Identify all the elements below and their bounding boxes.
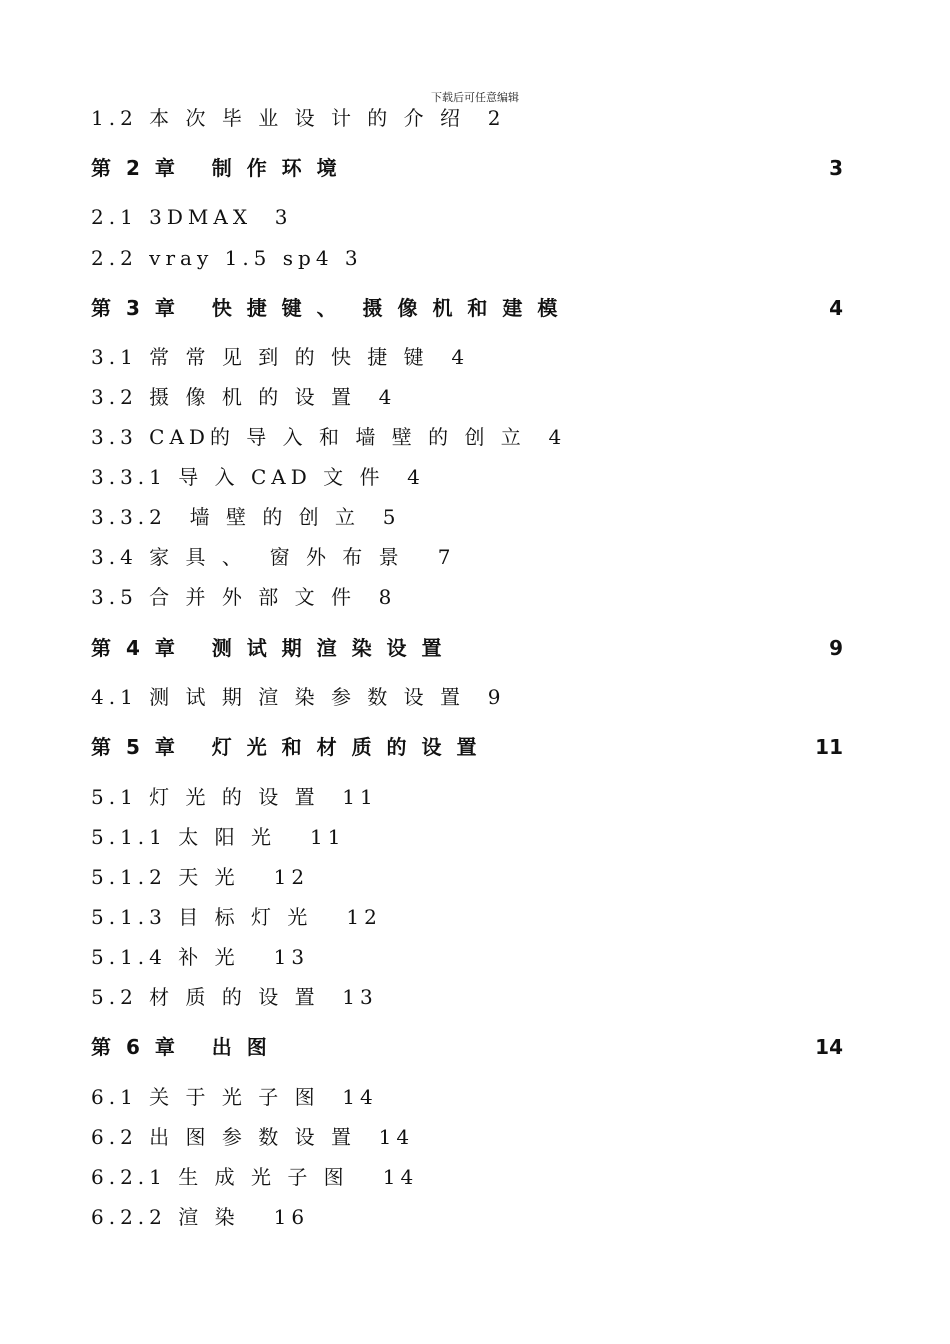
chapter-page-number: 11 [815, 735, 843, 759]
toc-entry-3-3-1[interactable]: 3.3.1 导 入 CAD 文 件 4 [91, 465, 425, 489]
toc-entry-2-2[interactable]: 2.2 vray 1.5 sp4 3 [91, 246, 363, 270]
toc-chapter-4[interactable] [91, 635, 843, 661]
chapter-title: 第 4 章 测 试 期 渲 染 设 置 [91, 636, 446, 660]
toc-entry-2-1[interactable]: 2.1 3DMAX 3 [91, 205, 293, 229]
toc-entry-3-3[interactable]: 3.3 CAD的 导 入 和 墙 壁 的 创 立 4 [91, 425, 567, 449]
toc-chapter-3[interactable] [91, 295, 843, 321]
chapter-title: 第 6 章 出 图 [91, 1035, 271, 1059]
toc-chapter-6[interactable] [91, 1034, 843, 1060]
chapter-title: 第 2 章 制 作 环 境 [91, 156, 341, 180]
chapter-title: 第 3 章 快 捷 键 、 摄 像 机 和 建 模 [91, 296, 562, 320]
toc-entry-3-5[interactable]: 3.5 合 并 外 部 文 件 8 [91, 585, 397, 609]
toc-entry-6-2-1[interactable]: 6.2.1 生 成 光 子 图 14 [91, 1165, 419, 1189]
toc-entry-3-4[interactable]: 3.4 家 具 、 窗 外 布 景 7 [91, 545, 456, 569]
toc-chapter-2[interactable] [91, 155, 843, 181]
toc-entry-5-1-1[interactable]: 5.1.1 太 阳 光 11 [91, 825, 346, 849]
toc-entry-3-3-2[interactable]: 3.3.2 墙 壁 的 创 立 5 [91, 505, 401, 529]
chapter-page-number: 9 [829, 636, 843, 660]
toc-chapter-5[interactable] [91, 734, 843, 760]
toc-entry-6-2[interactable]: 6.2 出 图 参 数 设 置 14 [91, 1125, 415, 1149]
download-note: 下载后可任意编辑 [431, 91, 519, 104]
toc-entry-5-1-3[interactable]: 5.1.3 目 标 灯 光 12 [91, 905, 382, 929]
chapter-page-number: 4 [829, 296, 843, 320]
toc-entry-5-1[interactable]: 5.1 灯 光 的 设 置 11 [91, 785, 378, 809]
toc-entry-3-2[interactable]: 3.2 摄 像 机 的 设 置 4 [91, 385, 397, 409]
toc-entry-5-1-4[interactable]: 5.1.4 补 光 13 [91, 945, 310, 969]
toc-entry-5-1-2[interactable]: 5.1.2 天 光 12 [91, 865, 310, 889]
toc-entry-3-1[interactable]: 3.1 常 常 见 到 的 快 捷 键 4 [91, 345, 470, 369]
toc-entry-4-1[interactable]: 4.1 测 试 期 渲 染 参 数 设 置 9 [91, 685, 506, 709]
chapter-page-number: 3 [829, 156, 843, 180]
toc-entry-1-2[interactable]: 1.2 本 次 毕 业 设 计 的 介 绍 2 [91, 106, 506, 130]
chapter-page-number: 14 [815, 1035, 843, 1059]
toc-entry-5-2[interactable]: 5.2 材 质 的 设 置 13 [91, 985, 378, 1009]
toc-entry-6-1[interactable]: 6.1 关 于 光 子 图 14 [91, 1085, 378, 1109]
chapter-title: 第 5 章 灯 光 和 材 质 的 设 置 [91, 735, 481, 759]
toc-entry-6-2-2[interactable]: 6.2.2 渲 染 16 [91, 1205, 310, 1229]
